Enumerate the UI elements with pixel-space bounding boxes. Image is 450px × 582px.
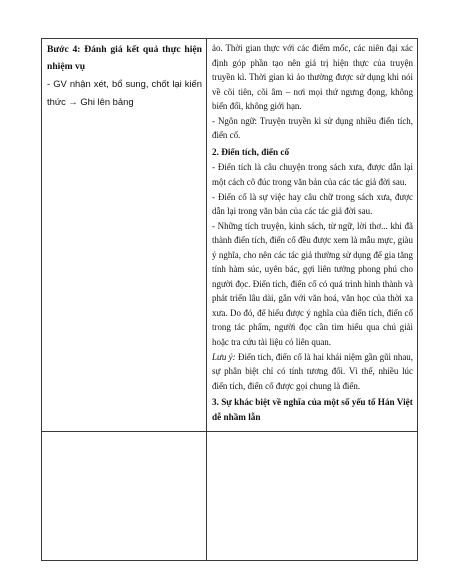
- dien-co-definition: - Điển cố là sự việc hay câu chữ trong sách xưa, được dẫn lại trong văn bản của các tác giả đời sau.: [212, 191, 413, 217]
- table-row-empty: [42, 432, 418, 561]
- lesson-table: [41, 38, 418, 561]
- note-paragraph: [212, 350, 413, 394]
- empty-cell-right: [207, 432, 418, 561]
- content-cell: [207, 39, 418, 432]
- section-heading-allusion: 2. Điển tích, điển cố: [212, 146, 290, 157]
- allusion-explanation: - Những tích truyện, kinh sách, từ ngữ, lời thơ... khi đã thành điển tích, điển cố đều được xem là mẫu mực, giàu ý nghĩa, cho nên các tác giả thường sử dụng để gia tăng tính hàm súc, uyên bác, gợi liên tưởng phong phú cho người đọc. Điển tích, điển cố có quá trình hình thành và phát triển lâu dài, gắn với văn hoá, văn học của thời xa xưa. Do đó, để hiểu được ý nghĩa của điển tích, điển cố trong tác phẩm, người đọc cần tìm hiểu qua chú giải hoặc tra cứu tài liệu có liên quan.: [212, 220, 413, 347]
- note-text: Điển tích, điển cố là hai khái niệm gần gũi nhau, sự phân biệt chỉ có tính tương đối. Vì thế, nhiều lúc điển tích, điển cố được gọi chung là điển.: [212, 351, 413, 391]
- language-paragraph: - Ngôn ngữ: Truyện truyền kì sử dụng nhiều điển tích, điển cố.: [212, 115, 413, 141]
- note-label: Lưu ý:: [212, 351, 236, 362]
- activity-cell: [42, 39, 207, 432]
- dien-tich-definition: - Điển tích là câu chuyện trong sách xưa, được dẫn lại một cách cô đúc trong văn bản của các tác giả đời sau.: [212, 162, 413, 187]
- table-row: [42, 39, 418, 432]
- time-paragraph: ảo. Thời gian thực với các điểm mốc, các niên đại xác định góp phần tạo nên giá trị hiện thực của truyện truyền kì. Thời gian kì ảo thường được sử dụng khi nói về cõi tiên, cõi âm – nơi mọi thứ ngưng đọng, không biến đổi, không giới hạn.: [212, 43, 413, 112]
- empty-cell-left: [42, 432, 207, 561]
- teacher-instruction: - GV nhận xét, bổ sung, chốt lại kiến thức → Ghi lên bảng: [47, 78, 202, 107]
- step-title: Bước 4: Đánh giá kết quả thực hiện nhiệm vụ: [47, 44, 202, 72]
- section-heading-sino-vietnamese: 3. Sự khác biệt về nghĩa của một số yếu tố Hán Việt dễ nhầm lẫn: [212, 397, 413, 422]
